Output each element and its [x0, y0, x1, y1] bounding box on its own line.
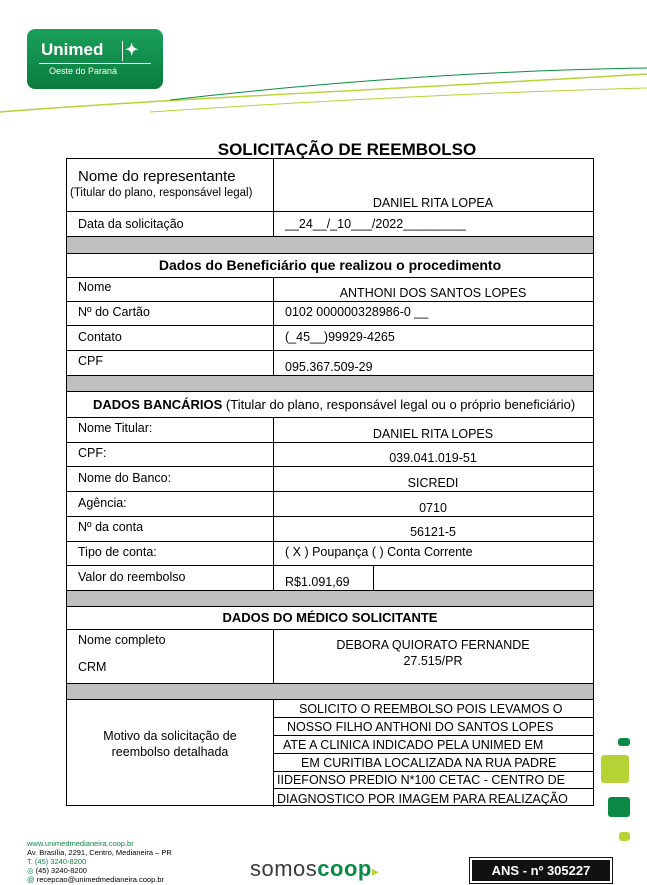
coop-arrow-icon: ▸: [371, 863, 380, 879]
beneficiary-heading: Dados do Beneficiário que realizou o procedimento: [158, 257, 502, 273]
reason-label-line2: reembolso detalhada: [111, 745, 229, 759]
reason-line-2[interactable]: NOSSO FILHO ANTHONI DO SANTOS LOPES: [287, 720, 554, 734]
decor-square: [601, 755, 629, 783]
coop-text: coop: [317, 856, 372, 881]
beneficiary-cpf-label: CPF: [78, 354, 103, 368]
reason-label: [67, 728, 273, 760]
beneficiary-name-label: Nome: [78, 280, 112, 294]
reason-line-1[interactable]: SOLICITO O REEMBOLSO POIS LEVAMOS O: [299, 702, 563, 716]
unimed-symbol-icon: ✦: [125, 42, 139, 59]
agency-value[interactable]: 0710: [419, 501, 447, 515]
reason-line-4[interactable]: EM CURITIBA LOCALIZADA NA RUA PADRE: [301, 756, 557, 770]
beneficiary-cpf-value[interactable]: 095.367.509-29: [285, 360, 373, 374]
representative-sublabel: (Titular do plano, responsável legal): [70, 187, 253, 199]
separator-band: [67, 376, 593, 391]
reason-line-5[interactable]: IIDEFONSO PREDIO N*100 CETAC - CENTRO DE: [277, 773, 566, 787]
contact-label: Contato: [78, 330, 122, 344]
account-number-label: Nº da conta: [78, 520, 144, 534]
footer-whatsapp: (45) 3240-8200: [35, 866, 87, 875]
doctor-heading: DADOS DO MÉDICO SOLICITANTE: [222, 610, 438, 625]
somos-text: somos: [250, 856, 318, 881]
reimbursement-amount-label: Valor do reembolso: [78, 570, 186, 584]
doctor-name-value[interactable]: DEBORA QUIORATO FERNANDE: [336, 638, 530, 652]
reimbursement-amount-value[interactable]: R$1.091,69: [285, 575, 350, 589]
representative-label: Nome do representante: [78, 168, 236, 185]
doctor-name-label: Nome completo: [78, 633, 166, 647]
agency-label: Agência:: [78, 496, 127, 510]
bank-heading-rest: (Titular do plano, responsável legal ou o próprio beneficiário): [222, 397, 576, 412]
ans-badge: ANS - nº 305227: [470, 858, 612, 883]
bank-cpf-value[interactable]: 039.041.019-51: [389, 451, 477, 465]
footer-email[interactable]: recepcao@unimedmedianeira.coop.br: [36, 875, 164, 884]
decor-square: [608, 797, 630, 817]
logo-brand: Unimed: [41, 40, 104, 59]
separator-band: [67, 591, 593, 606]
decor-square: [618, 738, 630, 746]
separator-band: [67, 237, 593, 253]
representative-value[interactable]: DANIEL RITA LOPEA: [372, 196, 494, 210]
account-number-value[interactable]: 56121-5: [410, 525, 456, 539]
footer-site[interactable]: www.unimedmedianeira.coop.br: [27, 839, 134, 848]
crm-value[interactable]: 27.515/PR: [403, 654, 463, 668]
account-holder-value[interactable]: DANIEL RITA LOPES: [372, 427, 494, 441]
card-number-value[interactable]: 0102 000000328986-0 __: [285, 305, 429, 319]
decor-square: [619, 832, 630, 841]
footer-phone: T. (45) 3240-8200: [27, 857, 87, 866]
page-title: SOLICITAÇÃO DE REEMBOLSO: [217, 140, 477, 159]
bank-cpf-label: CPF:: [78, 446, 107, 460]
date-value[interactable]: __24__/_10___/2022_________: [285, 217, 466, 231]
logo-subtitle: Oeste do Paraná: [49, 66, 118, 76]
beneficiary-name-value[interactable]: ANTHONI DOS SANTOS LOPES: [339, 286, 527, 300]
reason-line-6[interactable]: DIAGNOSTICO POR IMAGEM PARA REALIZAÇÃO: [277, 792, 568, 806]
header-swoosh: [0, 60, 647, 120]
reason-label-line1: Motivo da solicitação de: [103, 729, 237, 743]
footer-address: Av. Brasília, 2291, Centro, Medianeira – PR: [27, 848, 172, 857]
account-type-value[interactable]: ( X ) Poupança ( ) Conta Corrente: [285, 545, 473, 559]
bank-name-value[interactable]: SICREDI: [407, 476, 459, 490]
email-icon: @: [27, 875, 35, 884]
card-number-label: Nº do Cartão: [78, 305, 150, 319]
whatsapp-icon: ◎: [27, 866, 34, 875]
reimbursement-form: [66, 158, 594, 806]
bank-name-label: Nome do Banco:: [78, 471, 172, 485]
footer-contact: [27, 839, 172, 884]
bank-heading: [93, 397, 575, 412]
crm-label: CRM: [78, 660, 107, 674]
account-type-label: Tipo de conta:: [78, 545, 157, 559]
reason-line-3[interactable]: ATE A CLINICA INDICADO PELA UNIMED EM: [283, 738, 544, 752]
somoscoop-logo: [250, 856, 379, 882]
bank-heading-bold: DADOS BANCÁRIOS: [93, 397, 223, 412]
contact-value[interactable]: (_45__)99929-4265: [285, 330, 395, 344]
account-holder-label: Nome Titular:: [78, 421, 153, 435]
date-label: Data da solicitação: [78, 217, 184, 231]
separator-band: [67, 684, 593, 699]
